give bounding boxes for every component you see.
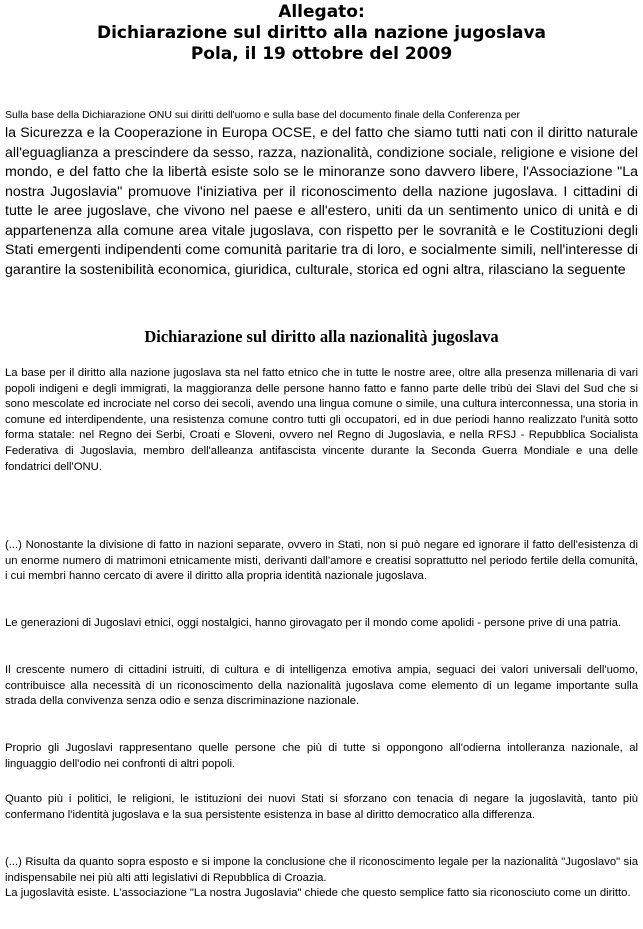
header-title: Dichiarazione sul diritto alla nazione jugoslava <box>96 23 547 43</box>
document-header <box>0 2 643 65</box>
paragraph-2: (...) Nonostante la divisione di fatto in nazioni separate, ovvero in Stati, non si può negare ed ignorare il fatto dell'esistenza di un enorme numero di matrimoni etnicamente misti, derivanti dall'amore e creatisi soprattutto nel periodo fertile della comunità, i cui membri hanno cercato di avere il diritto alla propria identità nazionale jugoslava. <box>5 539 638 583</box>
header-attachment-label: Allegato: <box>278 2 365 22</box>
paragraph-1: La base per il diritto alla nazione jugoslava sta nel fatto etnico che in tutte le nostre aree, oltre alla presenza millenaria di vari popoli indigeni e degli immigrati, la maggioranza delle persone hanno fatto e fanno parte delle tribù dei Slavi del Sud che si sono mescolate ed incrociate nel corso dei secoli, avendo una lingua comune o simile, una cultura interconnessa, una storia in comune ed interdipendente, una resistenza comune contro tutti gli occupatori, ed in due periodi hanno realizzato l'unità sotto forma statale: nel Regno dei Serbi, Croati e Sloveni, ovvero nel Regno di Jugoslavia, e nella RFSJ - Repubblica Socialista Federativa di Jugoslavia, membro dell'alleanza antifascista vincente durante la Seconda Guerra Mondiale e una delle fondatrici dell'ONU. <box>5 367 638 473</box>
paragraph-3: Le generazioni di Jugoslavi etnici, oggi nostalgici, hanno girovagato per il mondo come apolidi - persone prive di una patria. <box>5 617 622 629</box>
header-place-date: Pola, il 19 ottobre del 2009 <box>190 44 453 64</box>
intro-paragraph: la Sicurezza e la Cooperazione in Europa OCSE, e del fatto che siamo tutti nati con il diritto naturale all'eguaglianza a prescindere da sesso, razza, nazionalità, condizione sociale, religione e visione del mondo, e del fatto che la libertà esiste solo se le minoranze sono davvero libere, l'Associazione "La nostra Jugoslavia" promuove l'iniziativa per il riconoscimento della nazione jugoslava. I cittadini di tutte le aree jugoslave, che vivono nel paese e all'estero, uniti da un sentimento unico di unità e di appartenenza alla comune area vitale jugoslava, con rispetto per le sovranità e le Costituzioni degli Stati emergenti indipendenti come comunità paritarie tra di loro, e socialmente simili, nell'interesse di garantire la sostenibilità economica, giuridica, culturale, storica ed ogni altra, rilasciano la seguente <box>5 125 638 278</box>
intro-first-line: Sulla base della Dichiarazione ONU sui diritti dell'uomo e sulla base del documento finale della Conferenza per <box>5 109 521 121</box>
paragraph-4: Il crescente numero di cittadini istruiti, di cultura e di intelligenza emotiva ampia, seguaci dei valori universali dell'uomo, contribuisce alla necessità di un riconoscimento della nazionalità jugoslava come elemento di un legame importante sulla strada della convivenza senza odio e senza discriminazione nazionale. <box>5 664 638 708</box>
paragraph-5: Proprio gli Jugoslavi rappresentano quelle persone che più di tutte si oppongono all'odierna intolleranza nazionale, al linguaggio dell'odio nei confronti di altri popoli. <box>5 742 638 770</box>
section-title: Dichiarazione sul diritto alla nazionalità jugoslava <box>144 327 499 346</box>
paragraph-7: (...) Risulta da quanto sopra esposto e si impone la conclusione che il riconoscimento legale per la nazionalità "Jugoslavo" sia indispensabile nei più alti atti legislativi di Repubblica di Croazia. La jugoslavità esiste. L'associazione "La nostra Jugoslavia" chiede che questo semplice fatto sia riconosciuto come un diritto. <box>5 856 638 900</box>
paragraph-6: Quanto più i politici, le religioni, le istituzioni dei nuovi Stati si sforzano con tenacia di negare la jugoslavità, tanto più confermano l'identità jugoslava e la sua persistente esistenza in base al diritto democratico alla differenza. <box>5 793 638 821</box>
